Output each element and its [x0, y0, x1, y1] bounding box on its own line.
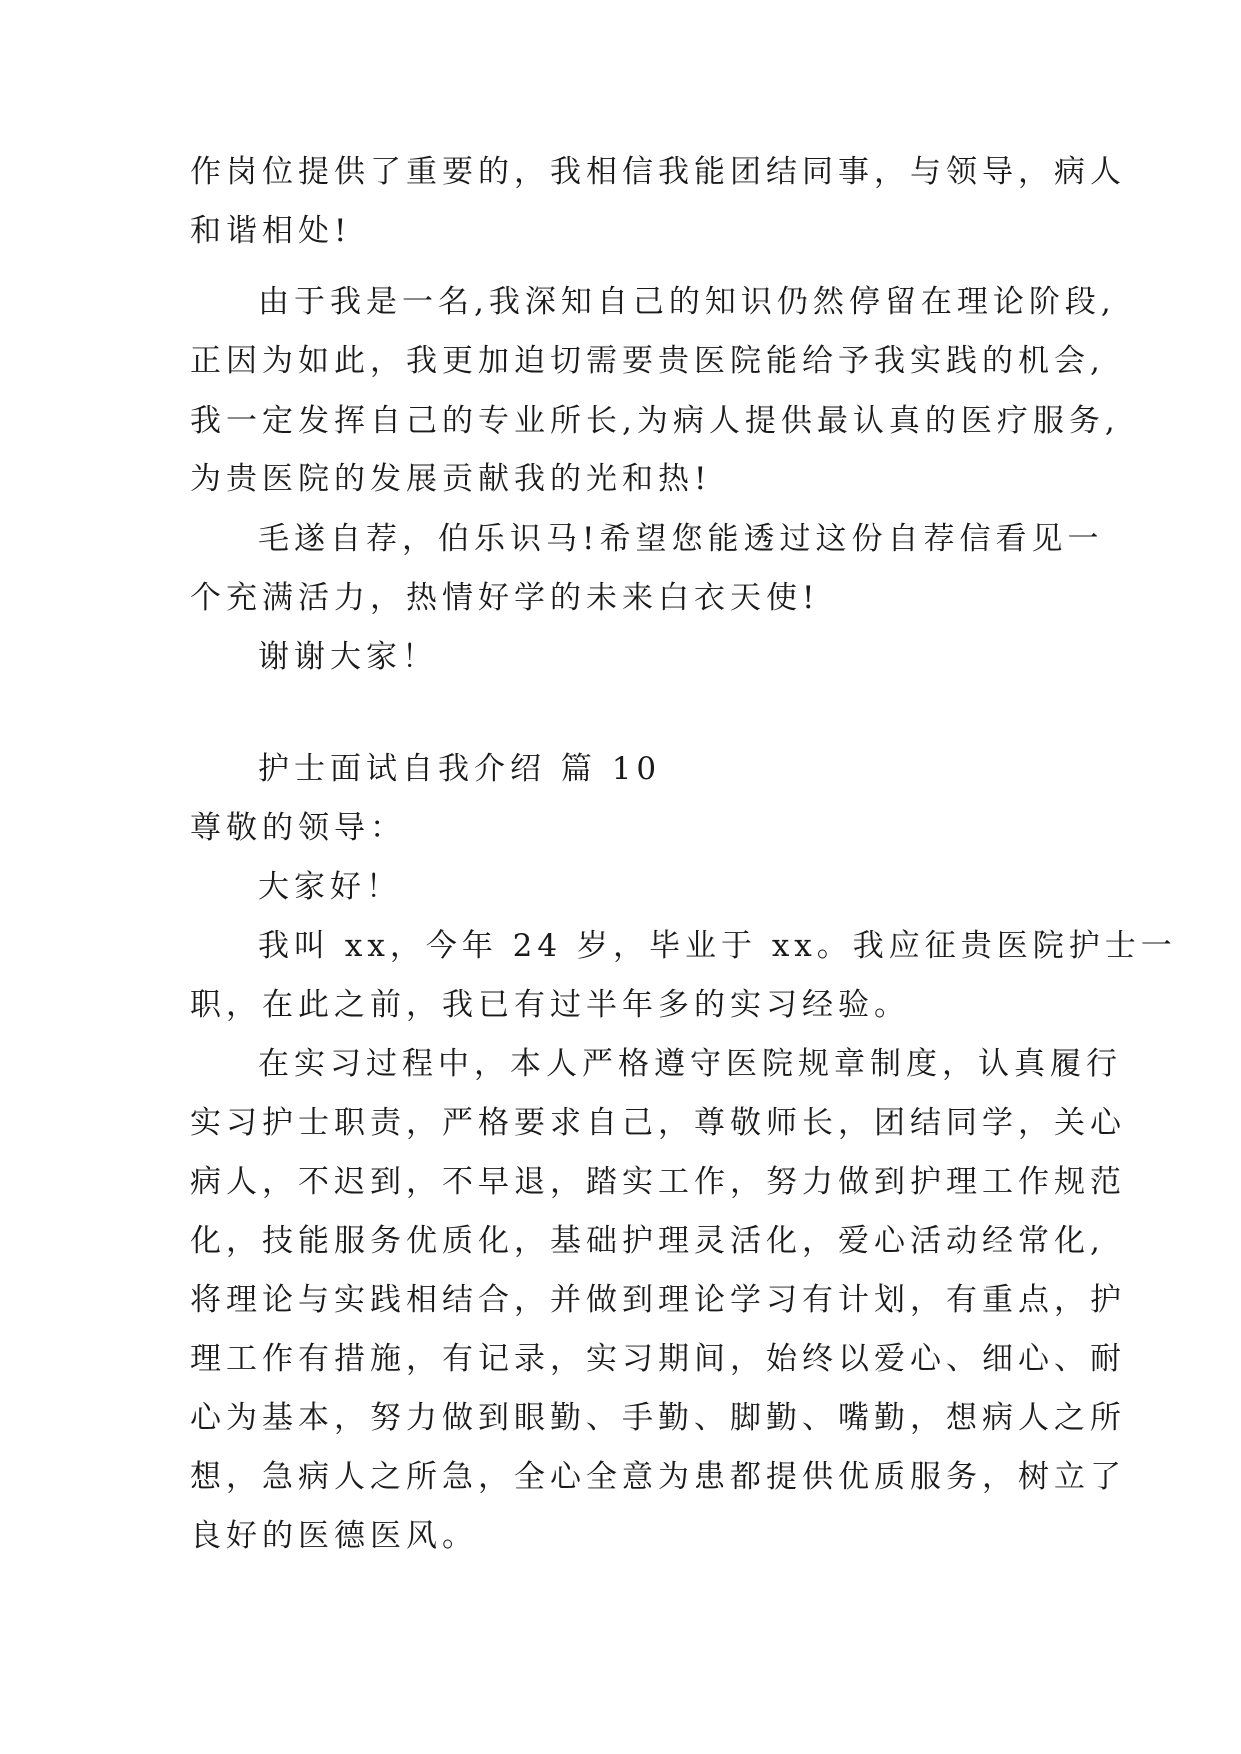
closing-line: 谢谢大家！ — [258, 639, 438, 675]
salutation: 尊敬的领导： — [190, 810, 406, 846]
paragraph-line: 个充满活力，热情好学的未来白衣天使! — [190, 580, 820, 616]
paragraph-line: 和谐相处! — [190, 213, 352, 249]
greeting: 大家好！ — [258, 869, 402, 905]
paragraph-line: 心为基本，努力做到眼勤、手勤、脚勤、嘴勤，想病人之所 — [190, 1400, 1126, 1436]
paragraph-line: 我一定发挥自己的专业所长,为病人提供最认真的医疗服务, — [190, 403, 1120, 439]
paragraph-line: 在实习过程中，本人严格遵守医院规章制度，认真履行 — [258, 1046, 1122, 1082]
paragraph-line: 实习护士职责，严格要求自己，尊敬师长，团结同学，关心 — [190, 1105, 1126, 1141]
paragraph-line: 作岗位提供了重要的，我相信我能团结同事，与领导，病人 — [190, 154, 1126, 190]
paragraph-line: 良好的医德医风。 — [190, 1518, 478, 1554]
paragraph-line: 为贵医院的发展贡献我的光和热! — [190, 461, 712, 497]
paragraph-line: 正因为如此，我更加迫切需要贵医院能给予我实践的机会, — [190, 343, 1105, 379]
paragraph-line: 将理论与实践相结合，并做到理论学习有计划，有重点，护 — [190, 1282, 1126, 1318]
paragraph-line: 病人，不迟到，不早退，踏实工作，努力做到护理工作规范 — [190, 1164, 1126, 1200]
paragraph-line: 化，技能服务优质化，基础护理灵活化，爱心活动经常化, — [190, 1223, 1105, 1259]
paragraph-line: 我叫 xx，今年 24 岁，毕业于 xx。我应征贵医院护士一 — [258, 928, 1177, 964]
paragraph-line: 毛遂自荐，伯乐识马!希望您能透过这份自荐信看见一 — [258, 521, 1104, 557]
paragraph-line: 由于我是一名,我深知自己的知识仍然停留在理论阶段, — [258, 284, 1116, 320]
section-heading: 护士面试自我介绍 篇 10 — [258, 751, 662, 787]
paragraph-line: 职，在此之前，我已有过半年多的实习经验。 — [190, 987, 910, 1023]
paragraph-line: 理工作有措施，有记录，实习期间，始终以爱心、细心、耐 — [190, 1341, 1126, 1377]
paragraph-line: 想，急病人之所急，全心全意为患都提供优质服务，树立了 — [190, 1459, 1126, 1495]
